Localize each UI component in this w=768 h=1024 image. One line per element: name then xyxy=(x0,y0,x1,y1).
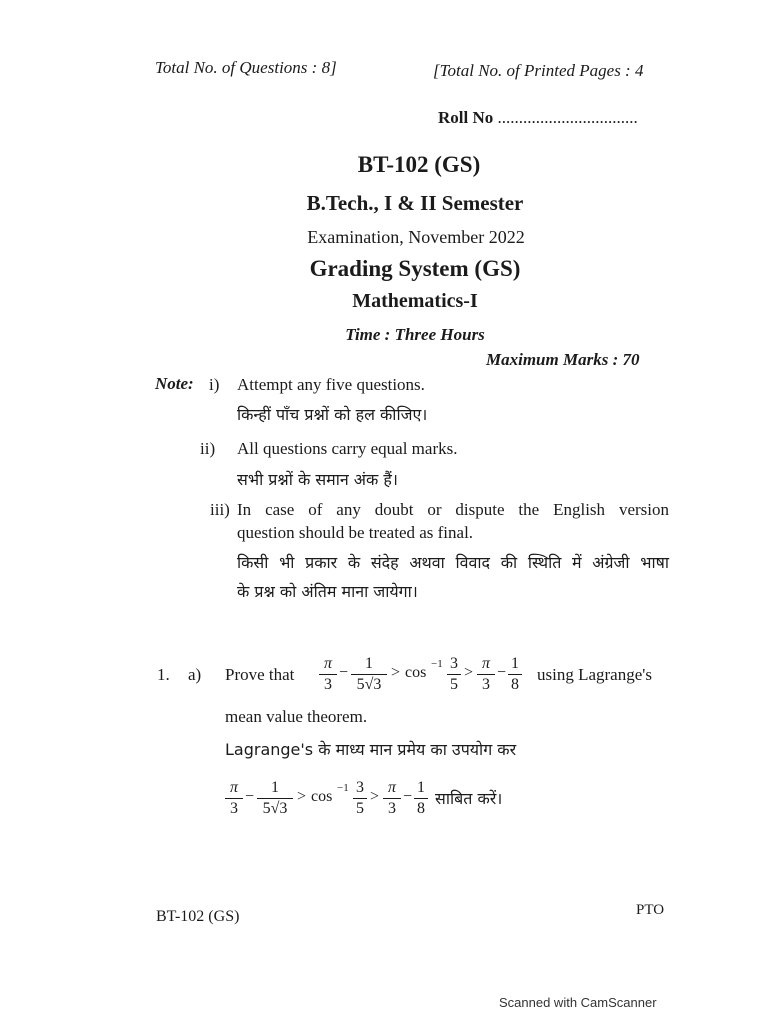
note-english: All questions carry equal marks. xyxy=(237,439,458,458)
fraction xyxy=(319,656,337,693)
denominator: 8 xyxy=(511,676,519,693)
roll-no xyxy=(438,108,638,128)
fraction-bar xyxy=(477,674,495,675)
scanner-watermark: Scanned with CamScanner xyxy=(499,995,657,1010)
denominator: 5 xyxy=(356,800,364,817)
minus-sign: − xyxy=(339,664,349,681)
cos-function: cos xyxy=(311,788,333,805)
paper-code: BT-102 (GS) xyxy=(357,152,481,177)
fraction-bar xyxy=(225,798,243,799)
cos-function: cos xyxy=(405,664,427,681)
fraction-bar xyxy=(414,798,428,799)
greater-than: > xyxy=(370,788,380,805)
grading-system: Grading System (GS) xyxy=(309,256,521,281)
numerator: 1 xyxy=(511,655,519,672)
fraction xyxy=(477,656,495,693)
minus-sign: − xyxy=(245,788,255,805)
fraction xyxy=(351,656,387,693)
footer-paper-code: BT-102 (GS) xyxy=(156,908,240,925)
inverse-exponent: −1 xyxy=(431,658,443,670)
fraction-bar xyxy=(257,798,293,799)
fraction xyxy=(508,656,522,693)
question-number: 1. xyxy=(157,665,170,684)
note-hindi: किसी भी प्रकार के संदेह अथवा विवाद की स्थिति में अंग्रेजी भाषा xyxy=(237,553,669,572)
fraction-bar xyxy=(508,674,522,675)
hindi-instruction: Lagrange's के माध्य मान प्रमेय का उपयोग कर xyxy=(225,740,517,759)
roll-no-dots: ................................. xyxy=(497,108,638,127)
exam-session: Examination, November 2022 xyxy=(307,227,525,247)
denominator: 5√3 xyxy=(356,676,382,693)
greater-than: > xyxy=(464,664,474,681)
numerator: π xyxy=(323,655,332,672)
minus-sign: − xyxy=(497,664,507,681)
fraction-bar xyxy=(319,674,337,675)
numerator: π xyxy=(481,655,490,672)
hindi-prove-text: साबित करें। xyxy=(435,789,503,808)
note-label: Note: xyxy=(155,374,194,393)
denominator: 3 xyxy=(482,676,490,693)
fraction xyxy=(414,780,428,817)
note-number: i) xyxy=(209,375,220,394)
mean-value-theorem-text: mean value theorem. xyxy=(225,707,368,726)
time-allowed: Time : Three Hours xyxy=(345,325,485,344)
note-english: question should be treated as final. xyxy=(237,523,474,542)
note-hindi: किन्हीं पाँच प्रश्नों को हल कीजिए। xyxy=(237,405,428,424)
numerator: 3 xyxy=(356,779,364,796)
numerator: 3 xyxy=(450,655,458,672)
denominator: 3 xyxy=(324,676,332,693)
note-english: In case of any doubt or dispute the English version xyxy=(237,500,669,519)
fraction xyxy=(257,780,293,817)
numerator: π xyxy=(229,779,238,796)
fraction xyxy=(353,780,367,817)
roll-no-label: Roll No xyxy=(438,108,494,127)
subject-title: Mathematics-I xyxy=(352,290,478,312)
fraction-bar xyxy=(353,798,367,799)
denominator: 5 xyxy=(450,676,458,693)
denominator: 8 xyxy=(417,800,425,817)
note-hindi: के प्रश्न को अंतिम माना जायेगा। xyxy=(237,582,418,601)
prove-that-text: Prove that xyxy=(225,665,295,684)
fraction-bar xyxy=(351,674,387,675)
maximum-marks: Maximum Marks : 70 xyxy=(486,350,640,369)
please-turn-over: PTO xyxy=(636,902,665,918)
note-number: ii) xyxy=(200,439,216,458)
greater-than: > xyxy=(297,788,307,805)
numerator: 1 xyxy=(365,655,373,672)
fraction-bar xyxy=(447,674,461,675)
denominator: 3 xyxy=(388,800,396,817)
minus-sign: − xyxy=(403,788,413,805)
denominator: 5√3 xyxy=(262,800,288,817)
note-number: iii) xyxy=(210,500,230,519)
inverse-exponent: −1 xyxy=(337,782,349,794)
numerator: 1 xyxy=(417,779,425,796)
numerator: 1 xyxy=(271,779,279,796)
question-part: a) xyxy=(188,665,202,684)
using-lagrange-text: using Lagrange's xyxy=(537,665,652,684)
note-hindi: सभी प्रश्नों के समान अंक हैं। xyxy=(237,470,398,489)
course-title: B.Tech., I & II Semester xyxy=(306,191,524,215)
fraction xyxy=(447,656,461,693)
numerator: π xyxy=(387,779,396,796)
greater-than: > xyxy=(391,664,401,681)
denominator: 3 xyxy=(230,800,238,817)
note-english: Attempt any five questions. xyxy=(237,375,425,394)
total-questions: Total No. of Questions : 8] xyxy=(155,58,337,77)
fraction xyxy=(383,780,401,817)
fraction xyxy=(225,780,243,817)
fraction-bar xyxy=(383,798,401,799)
total-pages: [Total No. of Printed Pages : 4 xyxy=(433,61,644,80)
